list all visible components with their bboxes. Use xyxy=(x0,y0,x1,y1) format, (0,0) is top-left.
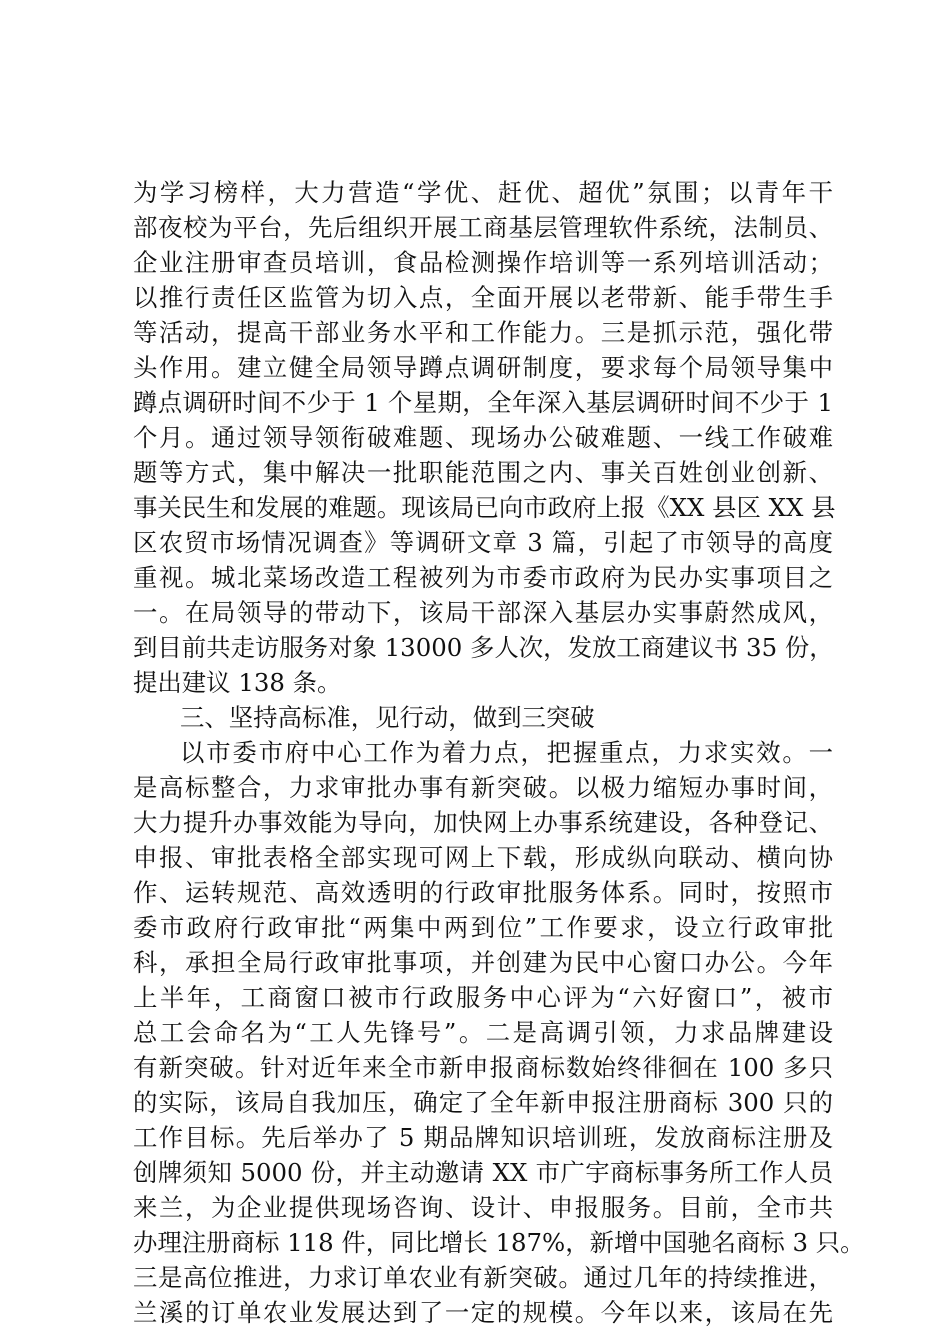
text-line: 以市委市府中心工作为着力点，把握重点，力求实效。一 xyxy=(180,738,833,767)
text-line: 作、运转规范、高效透明的行政审批服务体系。同时，按照市 xyxy=(133,878,833,907)
text-line: 提出建议 138 条。 xyxy=(133,668,342,697)
text-line: 等活动，提高干部业务水平和工作能力。三是抓示范，强化带 xyxy=(133,318,833,347)
text-line: 企业注册审查员培训，食品检测操作培训等一系列培训活动； xyxy=(133,248,833,277)
text-line: 创牌须知 5000 份，并主动邀请 XX 市广宇商标事务所工作人员 xyxy=(133,1158,833,1187)
text-line: 大力提升办事效能为导向，加快网上办事系统建设，各种登记、 xyxy=(133,808,833,837)
text-line: 兰溪的订单农业发展达到了一定的规模。今年以来，该局在先 xyxy=(133,1298,833,1327)
text-line: 办理注册商标 118 件，同比增长 187%，新增中国驰名商标 3 只。 xyxy=(133,1228,865,1257)
text-line: 重视。城北菜场改造工程被列为市委市政府为民办实事项目之 xyxy=(133,563,833,592)
text-line: 部夜校为平台，先后组织开展工商基层管理软件系统，法制员、 xyxy=(133,213,833,242)
text-line: 区农贸市场情况调查》等调研文章 3 篇，引起了市领导的高度 xyxy=(133,528,833,557)
section-heading: 三、坚持高标准，见行动，做到三突破 xyxy=(180,703,595,732)
text-line: 科，承担全局行政审批事项，并创建为民中心窗口办公。今年 xyxy=(133,948,833,977)
text-line: 题等方式，集中解决一批职能范围之内、事关百姓创业创新、 xyxy=(133,458,833,487)
text-line: 个月。通过领导领衔破难题、现场办公破难题、一线工作破难 xyxy=(133,423,833,452)
text-line: 三是高位推进，力求订单农业有新突破。通过几年的持续推进， xyxy=(133,1263,833,1292)
text-line: 一。在局领导的带动下，该局干部深入基层办实事蔚然成风， xyxy=(133,598,833,627)
text-line: 的实际，该局自我加压，确定了全年新申报注册商标 300 只的 xyxy=(133,1088,833,1117)
text-line: 事关民生和发展的难题。现该局已向市政府上报《XX 县区 XX 县 xyxy=(133,493,836,522)
text-line: 到目前共走访服务对象 13000 多人次，发放工商建议书 35 份， xyxy=(133,633,834,662)
text-line: 工作目标。先后举办了 5 期品牌知识培训班，发放商标注册及 xyxy=(133,1123,833,1152)
text-line: 是高标整合，力求审批办事有新突破。以极力缩短办事时间， xyxy=(133,773,833,802)
text-line: 申报、审批表格全部实现可网上下载，形成纵向联动、横向协 xyxy=(133,843,833,872)
text-line: 委市政府行政审批“两集中两到位”工作要求，设立行政审批 xyxy=(133,913,833,942)
text-line: 上半年，工商窗口被市行政服务中心评为“六好窗口”，被市 xyxy=(133,983,833,1012)
text-line: 来兰，为企业提供现场咨询、设计、申报服务。目前，全市共 xyxy=(133,1193,833,1222)
text-line: 为学习榜样，大力营造“学优、赶优、超优”氛围；以青年干 xyxy=(133,178,833,207)
text-line: 总工会命名为“工人先锋号”。二是高调引领，力求品牌建设 xyxy=(133,1018,833,1047)
text-line: 以推行责任区监管为切入点，全面开展以老带新、能手带生手 xyxy=(133,283,833,312)
text-line: 头作用。建立健全局领导蹲点调研制度，要求每个局领导集中 xyxy=(133,353,833,382)
text-line: 有新突破。针对近年来全市新申报商标数始终徘徊在 100 多只 xyxy=(133,1053,833,1082)
text-line: 蹲点调研时间不少于 1 个星期，全年深入基层调研时间不少于 1 xyxy=(133,388,833,417)
